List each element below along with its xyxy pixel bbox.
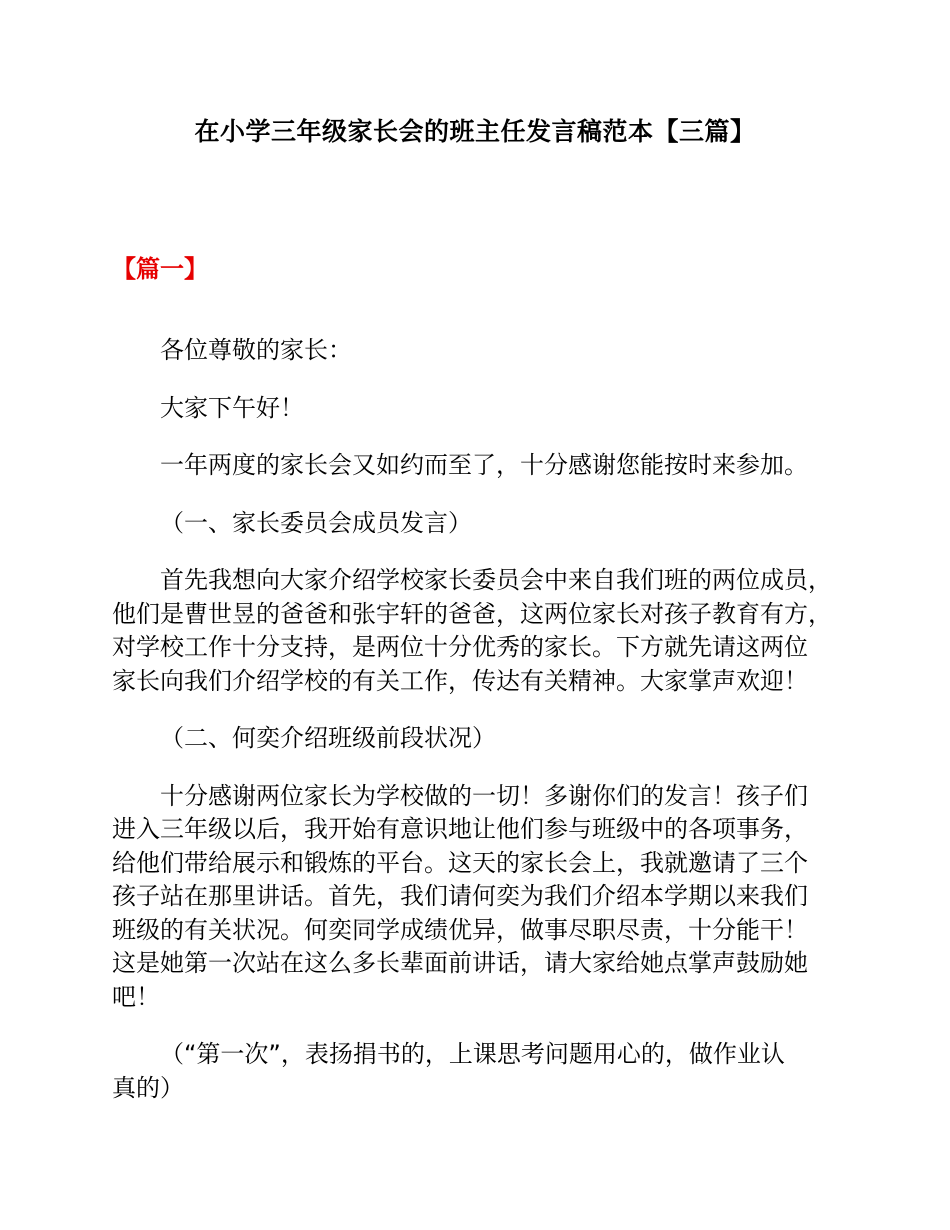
paragraph-line: 进入三年级以后，我开始有意识地让他们参与班级中的各项事务，: [112, 815, 808, 843]
paragraph-line: 首先我想向大家介绍学校家长委员会中来自我们班的两位成员，: [160, 566, 832, 594]
paragraph-line: 班级的有关状况。何奕同学成绩优异，做事尽职尽责，十分能干！: [112, 915, 808, 944]
paragraph-line: 十分感谢两位家长为学校做的一切！多谢你们的发言！孩子们: [160, 781, 808, 810]
paragraph-line: 给他们带给展示和锻炼的平台。这天的家长会上，我就邀请了三个: [112, 848, 808, 877]
salutation-paragraph: 各位尊敬的家长：: [160, 336, 352, 364]
agenda-item-two: （二、何奕介绍班级前段状况）: [160, 724, 496, 752]
paragraph-line: 这是她第一次站在这么多长辈面前讲话，请大家给她点掌声鼓励她: [112, 949, 808, 977]
agenda-item-one: （一、家长委员会成员发言）: [160, 508, 472, 537]
greeting-paragraph: 大家下午好！: [160, 393, 304, 422]
section-heading: 【篇一】: [112, 255, 208, 283]
document-title: 在小学三年级家长会的班主任发言稿范本【三篇】: [194, 117, 756, 146]
paragraph-line: 真的）: [112, 1073, 184, 1102]
paragraph-line: 家长向我们介绍学校的有关工作，传达有关精神。大家掌声欢迎！: [112, 666, 808, 695]
paragraph-line: 孩子站在那里讲话。首先，我们请何奕为我们介绍本学期以来我们: [112, 882, 808, 910]
paragraph-line: 对学校工作十分支持，是两位十分优秀的家长。下方就先请这两位: [112, 633, 808, 661]
thanks-paragraph: [112, 780, 840, 1015]
committee-paragraph: [112, 564, 840, 698]
paragraph-line: 他们是曹世昱的爸爸和张宇轩的爸爸，这两位家长对孩子教育有方，: [112, 599, 832, 628]
paragraph-line: （“第一次”，表扬捐书的，上课思考问题用心的，做作业认: [160, 1040, 785, 1068]
intro-paragraph: 一年两度的家长会又如约而至了，十分感谢您能按时来参加。: [160, 451, 808, 479]
note-paragraph: [112, 1038, 840, 1105]
paragraph-line: 吧！: [112, 982, 160, 1011]
document-body: [112, 334, 840, 1129]
